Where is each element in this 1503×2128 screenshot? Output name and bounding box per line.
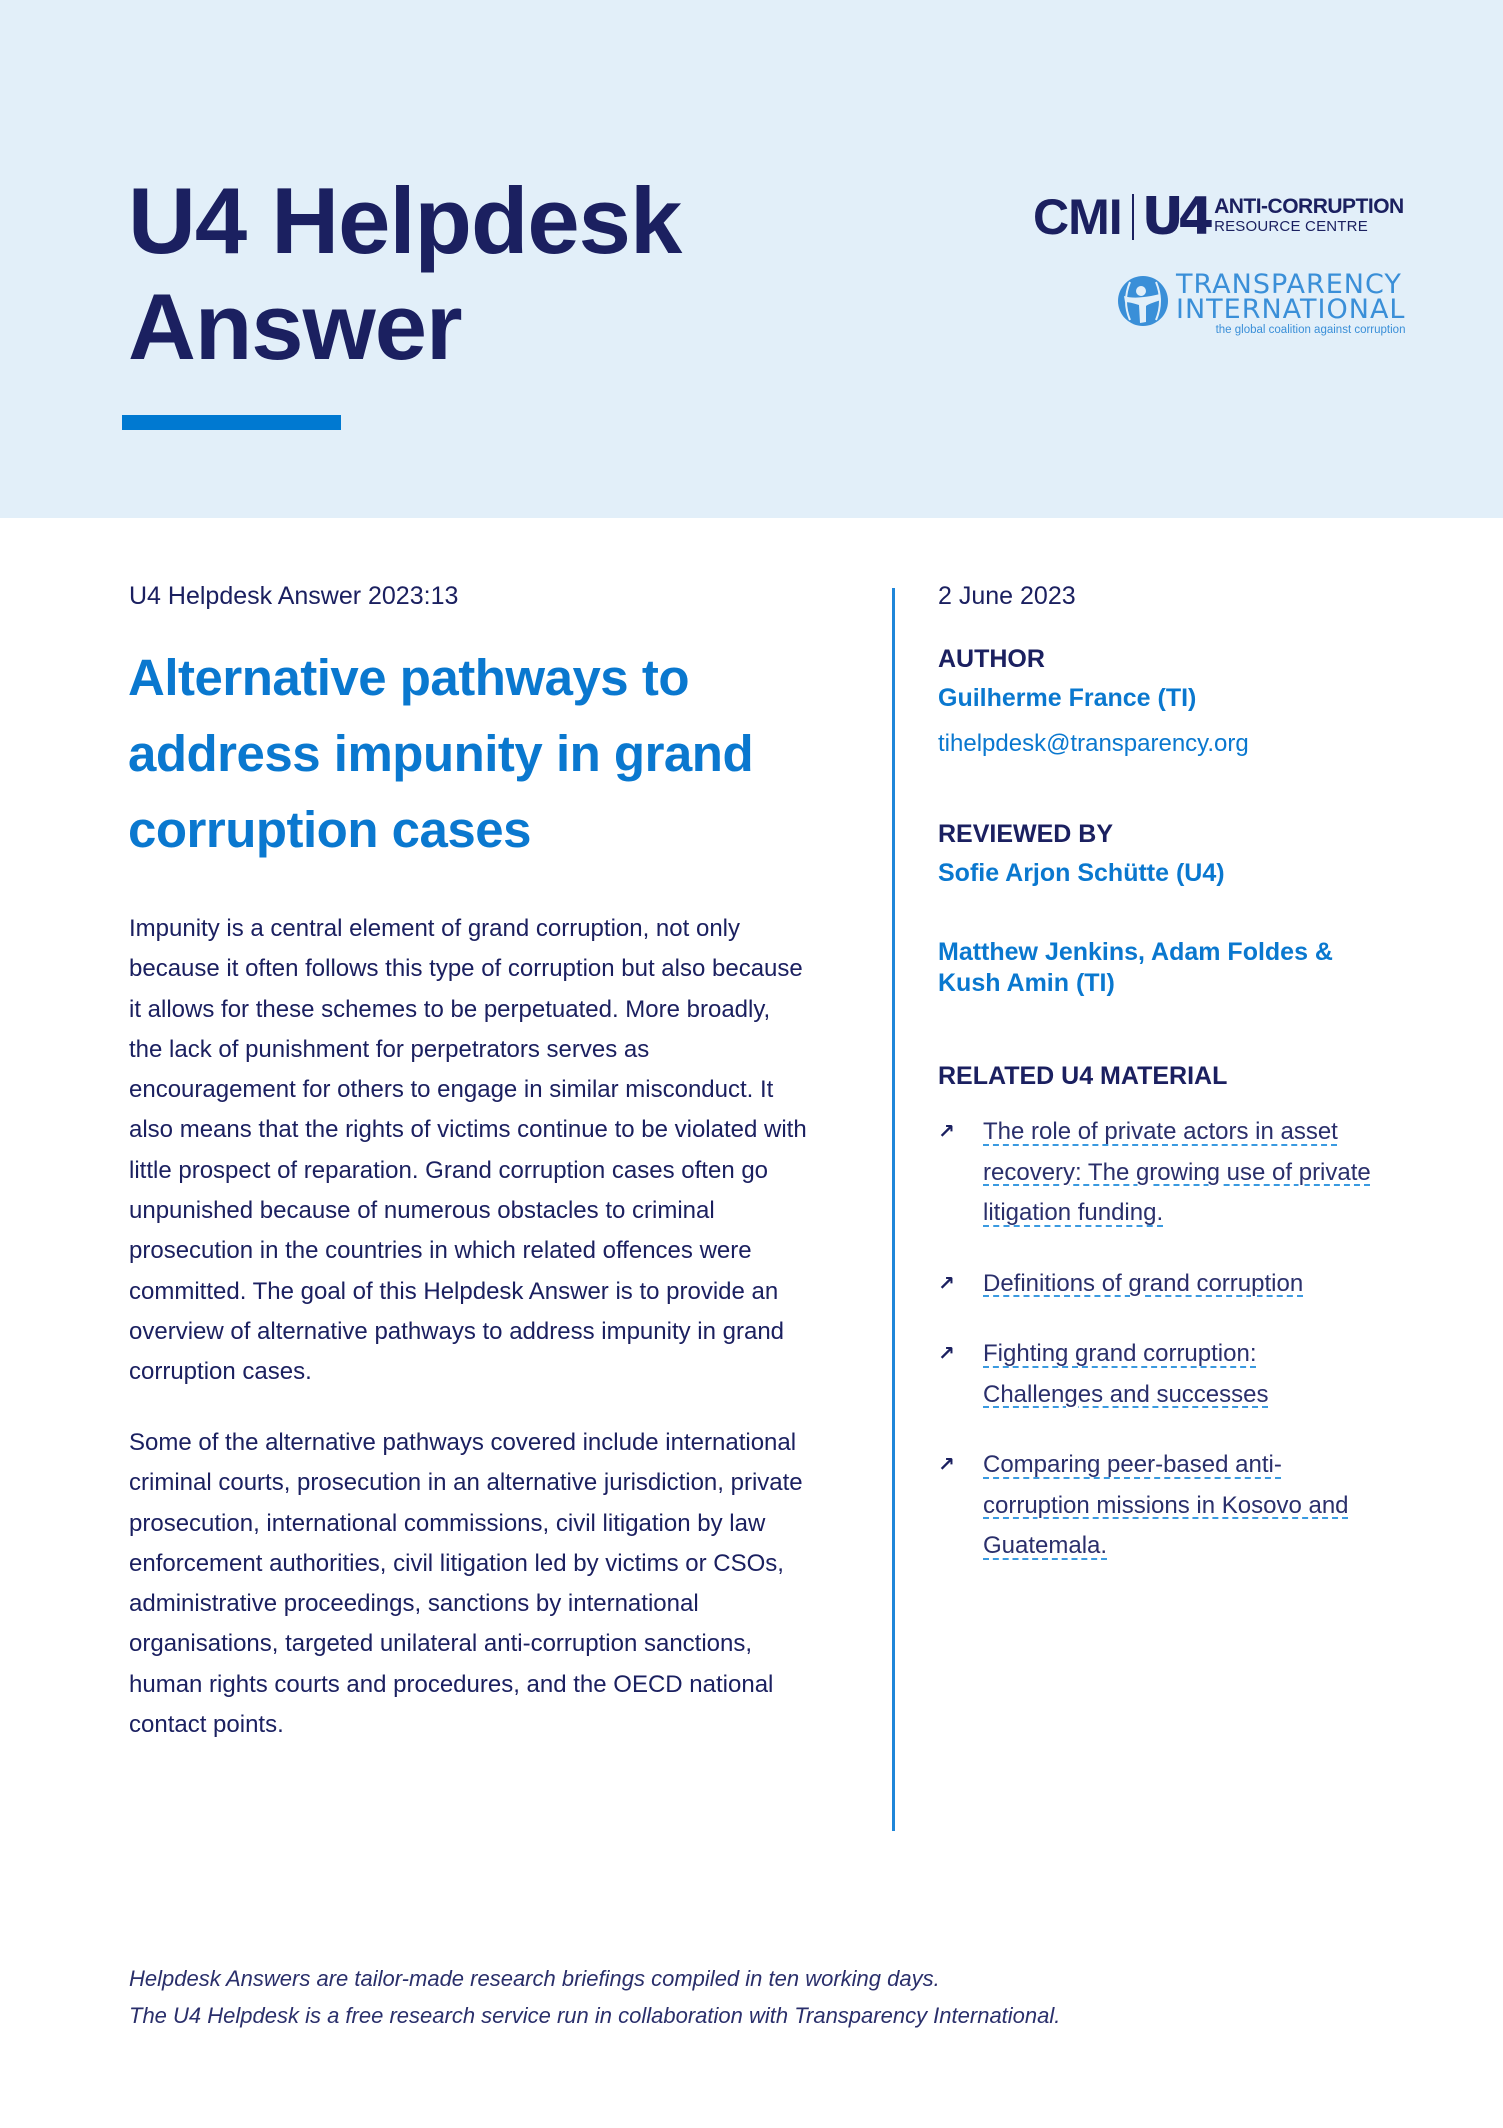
title-accent-rule [122,415,341,430]
external-link-arrow-icon: ↗ [938,1121,955,1143]
ti-logo-tagline: the global coalition against corruption [1215,324,1406,336]
related-item [938,1264,1378,1305]
cmi-logo-text: CMI [1033,189,1122,245]
ti-globe-icon [1116,274,1170,328]
summary-paragraph-1: Impunity is a central element of grand corruption, not only because it often follows this type of corruption but also because it allows for these schemes to be perpetuated. More broadly, the lack of punishment for perpetrators serves as encouragement for others to engage in similar misconduct. It also means that the rights of victims continue to be violated with little prospect of reparation. Grand corruption cases often go unpunished because of numerous obstacles to criminal prosecution in the countries in which related offences were committed. The goal of this Helpdesk Answer is to provide an overview of alternative pathways to address impunity in grand corruption cases. [129,915,807,1386]
related-link[interactable]: Comparing peer-based anti-corruption missions in Kosovo and Guatemala. [983,1451,1349,1559]
related-item [938,1334,1378,1415]
u4-logo-words [1214,197,1404,237]
ti-logo-words [1176,269,1406,337]
transparency-international-logo [1116,269,1406,337]
title-line-2: Answer [128,274,462,379]
publication-date: 2 June 2023 [938,582,1076,610]
external-link-arrow-icon: ↗ [938,1454,955,1476]
ti-logo-line-1: TRANSPARENCY [1176,269,1402,300]
author-email-link[interactable]: tihelpdesk@transparency.org [938,730,1249,757]
summary-paragraph-2: Some of the alternative pathways covered include international criminal courts, prosecution in an alternative jurisdiction, private prosecution, international commissions, civil litigation by law enforcement authorities, civil litigation led by victims or CSOs, administrative proceedings, sanctions by international organisations, targeted unilateral anti-corruption sanctions, human rights courts and procedures, and the OECD national contact points. [129,1429,803,1739]
external-link-arrow-icon: ↗ [938,1343,955,1365]
document-title: Alternative pathways to address impunity in grand corruption cases [128,649,754,858]
related-material-heading: RELATED U4 MATERIAL [938,1062,1228,1090]
ti-logo-line-2: INTERNATIONAL [1176,294,1406,325]
related-item [938,1445,1378,1567]
column-divider [892,588,895,1831]
reviewer-name: Sofie Arjon Schütte (U4) [938,859,1225,887]
related-item [938,1112,1378,1234]
u4-logo-line-2: RESOURCE CENTRE [1214,218,1368,235]
footer-line-1: Helpdesk Answers are tailor-made research briefings compiled in ten working days. [129,1966,940,1991]
author-name: Guilherme France (TI) [938,684,1197,712]
related-link[interactable]: Fighting grand corruption: Challenges and successes [983,1340,1269,1408]
author-heading: AUTHOR [938,645,1045,673]
publication-type-title [128,168,681,380]
reviewed-by-heading: REVIEWED BY [938,820,1114,848]
related-link[interactable]: The role of private actors in asset recovery: The growing use of private litigation funding. [983,1118,1371,1226]
series-number: U4 Helpdesk Answer 2023:13 [129,582,459,610]
related-material-list [938,1112,1378,1597]
logo-separator [1132,194,1134,240]
u4-logo-line-1: ANTI-CORRUPTION [1214,195,1404,218]
title-line-1: U4 Helpdesk [128,168,682,273]
related-link[interactable]: Definitions of grand corruption [983,1269,1304,1297]
footer-line-2: The U4 Helpdesk is a free research service run in collaboration with Transparency International. [129,2003,1061,2028]
external-link-arrow-icon: ↗ [938,1272,955,1295]
cmi-u4-logo [1033,187,1404,247]
u4-logo-mark: U4 [1141,187,1209,247]
reviewer-name: Matthew Jenkins, Adam Foldes & Kush Amin (TI) [938,938,1333,997]
footer-note [129,1960,1060,2034]
